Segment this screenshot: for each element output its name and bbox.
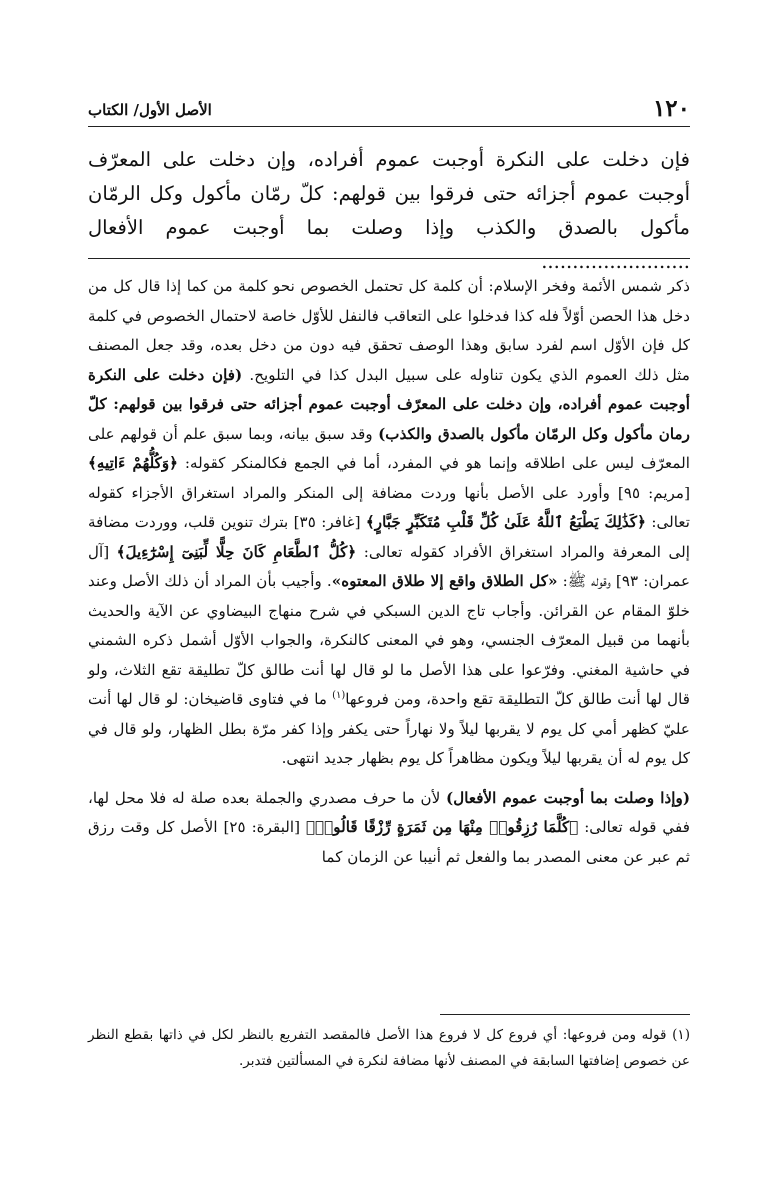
commentary (88, 272, 690, 872)
footnote-marker: (١) (332, 689, 346, 701)
commentary-paragraph (88, 272, 690, 774)
quran-verse: ﴿كُلُّ ٱلطَّعَامِ كَانَ حِلًّا لِّبَنِىٓ إِسْرَٰٓءِيلَ﴾ (116, 542, 357, 561)
commentary-text: لأن ما حرف مصدري والجملة بعده صلة له فلا محل لها، ففي قوله تعالى: (88, 788, 690, 836)
footnote: (١) قوله ومن فروعها: أي فروع كل لا فروع هذا الأصل فالمقصد التفريع بالنظر لكل في ذاتها بقطع النظر عن خصوص إضافتها السابقة في المصنف لأنها مضافة لنكرة في المسألتين فتدبر. (88, 1027, 690, 1069)
commentary-text: [غافر: ٣٥] بترك تنوين قلب، ووردت مضافة إلى المعرفة والمراد استغراق الأفراد كقوله تعالى: (88, 513, 691, 561)
commentary-text: ذكر شمس الأئمة وفخر الإسلام: أن كلمة كل تحتمل الخصوص نحو كلمة من كما إذا قال كل من دخل هذا الحصن أوّلاً فله كذا فدخلوا على التعاقب فالنفل للأوّل خاصة لاحتمال الخصوص في كلمة كل فإن الأوّل اسم لفرد سابق وهذا الوصف تحقق فيه دون من دخل بعده، وقد جعل المصنف مثل ذلك العموم الذي يكون تناوله على سبيل البدل كذا في التلويح. (88, 277, 690, 384)
bold-quotation: «كل الطلاق واقع إلا طلاق المعتوه» (331, 572, 558, 590)
main-text-body: فإن دخلت على النكرة أوجبت عموم أفراده، وإن دخلت على المعرّف أوجبت عموم أجزائه حتى فرقوا بين قولهم: كلّ رمّان مأكول وكل الرمّان مأكول بالصدق والكذب وإذا وصلت بما أوجبت عموم الأفعال (88, 148, 690, 239)
quran-verse: ﴿كَذَٰلِكَ يَطْبَعُ ٱللَّهُ عَلَىٰ كُلِّ قَلْبِ مُتَكَبِّرٍ جَبَّارٍ﴾ (365, 513, 647, 531)
footnote-divider (440, 1014, 690, 1015)
running-title: الأصل الأول/ الكتاب (88, 101, 212, 119)
commentary-paragraph (88, 784, 690, 873)
quran-verse: ﴿وَكُلُّهُمْ ءَاتِيهِ﴾ (88, 454, 179, 472)
bold-quotation: (فإن دخلت على النكرة أوجبت عموم أفراده، وإن دخلت على المعرّف أوجبت عموم أجزائه حتى فرقوا بين قولهم: كلّ رمان مأكول وكل الرمّان مأكول بالصدق والكذب) (88, 365, 690, 443)
running-header (88, 92, 690, 127)
commentary-text: [مريم: ٩٥] وأورد على الأصل بأنها وردت مضافة إلى المنكر والمراد استغراق الأجزاء كقوله تعالى: (88, 483, 690, 531)
page-number: ١٢٠ (652, 95, 690, 122)
main-text-divider (88, 258, 690, 259)
main-text-dots: ........................ (541, 250, 690, 273)
commentary-text: ما في فتاوى قاضيخان: لو قال لها أنت عليّ كظهر أمي كل يوم لا يقربها ليلاً ولا نهاراً حتى يكفر وإذا كفر مرّة بطل الظهار، ولو قال في كل يوم له أن يقربها ليلاً ويكون مظاهراً كل يوم بظهار جديد انتهى. (88, 690, 690, 767)
quran-verse: ﴿كُلَّمَا رُزِقُوا۟ مِنْهَا مِن ثَمَرَةٍ رِّزْقًا قَالُوا۟﴾ (305, 818, 579, 836)
bold-quotation: (وإذا وصلت بما أوجبت عموم الأفعال) (446, 788, 691, 807)
commentary-text: وقد سبق بيانه، وبما سبق علم أن قولهم على المعرّف ليس على اطلاقه وإنما هو في المفرد، أما في الجمع فكالمنكر كقوله: (88, 424, 690, 472)
commentary-text: . وأجيب بأن المراد أن ذلك الأصل وعند خلوّ المقام عن القرائن. وأجاب تاج الدين السبكي في شرح منهاج البيضاوي عن الآية والحديث بأنهما من قبيل المعرّف الجنسي، وهو في المعنى كالنكرة، والجواب الأوّل أشمل ذكره الشمني في حاشية المغني. وفرّعوا على هذا الأصل ما لو قال لها أنت طالق كلّ تطليقة تقع الثلاث، ولو قال لها أنت طالق كلّ التطليقة تقع واحدة، ومن فروعها (88, 572, 690, 708)
commentary-text: [البقرة: ٢٥] الأصل كل وقت رزق ثم عبر عن معنى المصدر بما والفعل ثم أنيبا عن الزمان كما (88, 818, 690, 866)
commentary-text: [آل عمران: ٩٣] وقوله ﷺ: (88, 542, 691, 590)
